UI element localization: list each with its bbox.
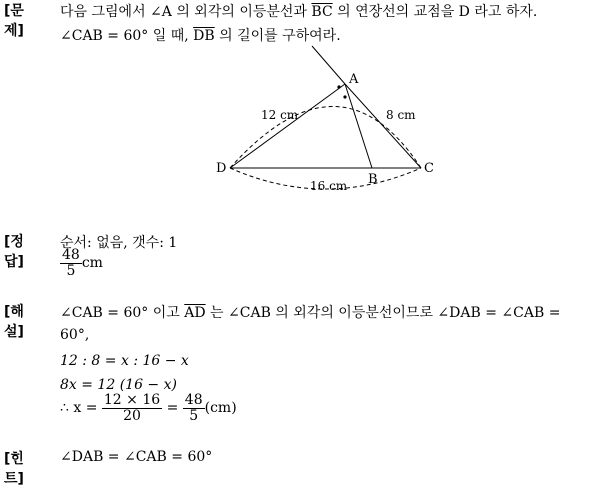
solution-line-2: 60°, <box>60 327 90 343</box>
answer-fraction: $\frac{48}{5}$ <box>62 247 80 279</box>
segment-db: $\overline{DB}$ <box>193 28 215 44</box>
side-label-dc: 16 cm <box>310 179 348 193</box>
angle-mark-2 <box>343 95 346 98</box>
segment-bc: $\overline{BC}$ <box>311 4 333 20</box>
answer-value: $\frac{48}{5}$ cm <box>62 247 103 279</box>
solution-line-5: ∴ x = $\frac{12 \times 16}{20}$ = $\frac{48}{5}$ (cm) <box>60 392 237 424</box>
answer-label: [정답] <box>4 234 24 270</box>
problem-line-1: 다음 그림에서 ∠A 의 외각의 이등분선과 $\overline{BC}$ 의 연장선의 교점을 D 라고 하자. <box>60 4 538 20</box>
problem-line-2: ∠CAB = 60° 일 때, $\overline{DB}$ 의 길이를 구하여라. <box>60 28 341 44</box>
side-label-da: 12 cm <box>261 108 299 122</box>
hint-label: [힌트] <box>4 451 24 487</box>
vertex-label-d: D <box>216 161 227 176</box>
vertex-label-a: A <box>349 72 359 87</box>
solution-line-3: 12 : 8 = x : 16 − x <box>60 353 189 369</box>
solution-label: [해설] <box>4 304 24 340</box>
side-label-ac: 8 cm <box>386 108 416 122</box>
segment-ad: $\overline{AD}$ <box>184 305 206 321</box>
solution-line-1: ∠CAB = 60° 이고 $\overline{AD}$ 는 ∠CAB 의 외각의 이등분선이므로 ∠DAB = ∠CAB = <box>60 305 561 321</box>
problem-label: [문제] <box>4 3 24 39</box>
angle-mark-1 <box>337 85 340 88</box>
vertex-label-c: C <box>424 161 434 176</box>
solution-fraction-2: $\frac{48}{5}$ <box>184 392 203 424</box>
segment-ac-line <box>345 84 421 168</box>
hint-line-1: ∠DAB = ∠CAB = 60° <box>60 449 213 465</box>
segment-ab-line <box>345 84 372 168</box>
answer-line-1: 순서: 없음, 갯수: 1 <box>60 235 178 251</box>
extension-line <box>312 46 345 84</box>
triangle-figure <box>0 40 592 240</box>
vertex-label-b: B <box>368 172 378 187</box>
solution-line-4: 8x = 12 (16 − x) <box>60 377 177 393</box>
segment-da-line <box>230 84 345 168</box>
solution-fraction-1: $\frac{12 \times 16}{20}$ <box>103 392 161 424</box>
